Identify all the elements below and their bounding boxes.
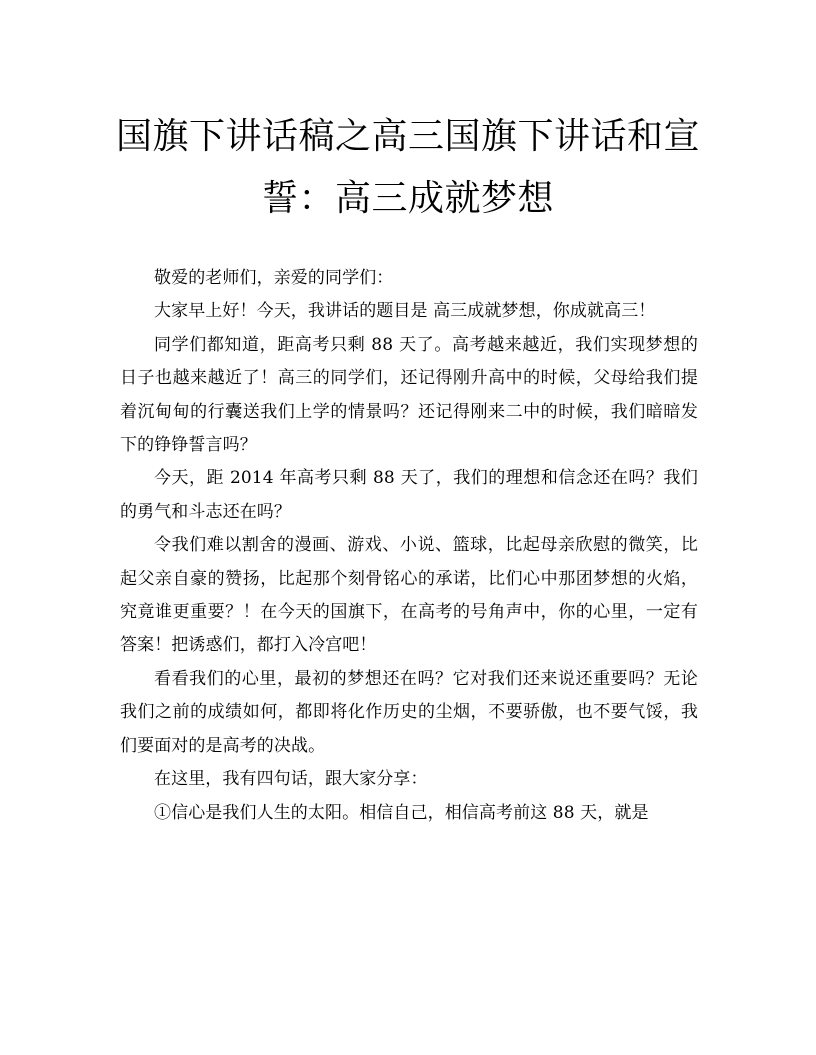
document-title (100, 106, 716, 230)
greeting-paragraph: 大家早上好！今天，我讲话的题目是 高三成就梦想，你成就高三！ (154, 301, 656, 322)
body-paragraph: 令我们难以割舍的漫画、游戏、小说、篮球，比起母亲欣慰的微笑，比起父亲自豪的赞扬，比起那个刻骨铭心的承诺，比们心中那团梦想的火焰，究竟谁更重要？！在今天的国旗下，在高考的号角声中，你的心里，一定有答案！把诱惑们，都打入冷宫吧！ (120, 535, 698, 656)
body-paragraph: 同学们都知道，距高考只剩 88 天了。高考越来越近，我们实现梦想的日子也越来越近了！高三的同学们，还记得刚升高中的时候，父母给我们提着沉甸甸的行囊送我们上学的情景吗？还记得刚来二中的时候，我们暗暗发下的铮铮誓言吗？ (120, 334, 698, 456)
title-line-2: 誓：高三成就梦想 (261, 178, 554, 219)
body-paragraph: ①信心是我们人生的太阳。相信自己，相信高考前这 88 天，就是 (154, 802, 649, 823)
title-line-1: 国旗下讲话稿之高三国旗下讲话和宣 (115, 116, 700, 157)
document-body (120, 262, 698, 830)
body-paragraph: 看看我们的心里，最初的梦想还在吗？它对我们还来说还重要吗？无论我们之前的成绩如何，都即将化作历史的尘烟，不要骄傲，也不要气馁，我们要面对的是高考的决战。 (120, 668, 698, 756)
body-paragraph: 今天，距 2014 年高考只剩 88 天了，我们的理想和信念还在吗？我们的勇气和斗志还在吗？ (120, 468, 698, 522)
salutation-paragraph: 敬爱的老师们，亲爱的同学们： (154, 268, 394, 288)
body-paragraph: 在这里，我有四句话，跟大家分享： (154, 769, 428, 790)
